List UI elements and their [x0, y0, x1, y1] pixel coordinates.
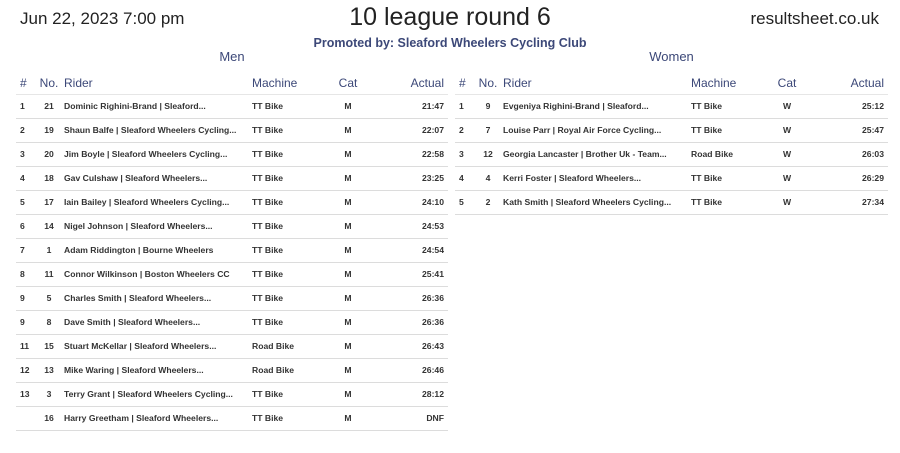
cell-cat: M: [318, 334, 378, 358]
date-time: Jun 22, 2023 7:00 pm: [20, 9, 185, 28]
cell-position: 4: [16, 166, 38, 190]
table-row: [455, 142, 888, 166]
table-row: [16, 118, 448, 142]
women-section-title: Women: [649, 49, 694, 64]
table-row: [455, 94, 888, 118]
women-header-row: [455, 69, 888, 94]
cell-machine: TT Bike: [250, 382, 318, 406]
cell-number: 9: [477, 94, 499, 118]
table-row: [16, 190, 448, 214]
col-header-actual: Actual: [378, 69, 448, 94]
cell-machine: TT Bike: [250, 142, 318, 166]
col-header-actual: Actual: [817, 69, 888, 94]
cell-cat: M: [318, 190, 378, 214]
cell-machine: TT Bike: [250, 214, 318, 238]
cell-position: [16, 406, 38, 430]
cell-position: 9: [16, 286, 38, 310]
cell-rider: Iain Bailey | Sleaford Wheelers Cycling...: [60, 190, 250, 214]
cell-position: 7: [16, 238, 38, 262]
table-row: [455, 190, 888, 214]
cell-machine: Road Bike: [689, 142, 757, 166]
col-header-machine: Machine: [689, 69, 757, 94]
cell-position: 1: [16, 94, 38, 118]
cell-cat: M: [318, 358, 378, 382]
cell-number: 5: [38, 286, 60, 310]
cell-number: 21: [38, 94, 60, 118]
cell-cat: M: [318, 238, 378, 262]
cell-number: 15: [38, 334, 60, 358]
cell-machine: TT Bike: [689, 166, 757, 190]
cell-actual: 25:12: [817, 94, 888, 118]
cell-position: 11: [16, 334, 38, 358]
cell-number: 3: [38, 382, 60, 406]
col-header-cat: Cat: [318, 69, 378, 94]
cell-actual: 25:41: [378, 262, 448, 286]
cell-position: 12: [16, 358, 38, 382]
cell-rider: Louise Parr | Royal Air Force Cycling...: [499, 118, 689, 142]
women-results-table: [455, 69, 888, 215]
cell-number: 18: [38, 166, 60, 190]
cell-actual: 25:47: [817, 118, 888, 142]
cell-actual: 23:25: [378, 166, 448, 190]
cell-number: 4: [477, 166, 499, 190]
cell-number: 16: [38, 406, 60, 430]
cell-position: 2: [455, 118, 477, 142]
table-row: [16, 262, 448, 286]
cell-cat: M: [318, 94, 378, 118]
cell-machine: TT Bike: [250, 286, 318, 310]
cell-position: 9: [16, 310, 38, 334]
cell-machine: TT Bike: [250, 190, 318, 214]
cell-number: 19: [38, 118, 60, 142]
cell-cat: M: [318, 406, 378, 430]
cell-position: 1: [455, 94, 477, 118]
cell-position: 3: [455, 142, 477, 166]
cell-number: 20: [38, 142, 60, 166]
cell-rider: Harry Greetham | Sleaford Wheelers...: [60, 406, 250, 430]
cell-position: 5: [455, 190, 477, 214]
col-header-rider: Rider: [499, 69, 689, 94]
site-name: resultsheet.co.uk: [750, 9, 879, 28]
cell-cat: M: [318, 142, 378, 166]
cell-rider: Gav Culshaw | Sleaford Wheelers...: [60, 166, 250, 190]
cell-machine: TT Bike: [689, 94, 757, 118]
cell-cat: W: [757, 166, 817, 190]
cell-machine: TT Bike: [250, 118, 318, 142]
cell-rider: Kath Smith | Sleaford Wheelers Cycling...: [499, 190, 689, 214]
cell-actual: 24:54: [378, 238, 448, 262]
men-results-table: [16, 69, 448, 431]
cell-position: 5: [16, 190, 38, 214]
cell-number: 13: [38, 358, 60, 382]
cell-cat: M: [318, 118, 378, 142]
cell-position: 4: [455, 166, 477, 190]
table-row: [16, 382, 448, 406]
cell-cat: M: [318, 286, 378, 310]
cell-position: 6: [16, 214, 38, 238]
cell-machine: TT Bike: [250, 310, 318, 334]
cell-position: 8: [16, 262, 38, 286]
table-row: [16, 94, 448, 118]
cell-position: 2: [16, 118, 38, 142]
page-title: 10 league round 6: [349, 3, 551, 31]
table-row: [16, 310, 448, 334]
cell-number: 14: [38, 214, 60, 238]
cell-position: 13: [16, 382, 38, 406]
cell-rider: Adam Riddington | Bourne Wheelers: [60, 238, 250, 262]
cell-actual: 26:43: [378, 334, 448, 358]
promoter-line: Promoted by: Sleaford Wheelers Cycling Club: [313, 36, 587, 50]
cell-machine: Road Bike: [250, 334, 318, 358]
cell-actual: 22:58: [378, 142, 448, 166]
cell-number: 2: [477, 190, 499, 214]
cell-number: 7: [477, 118, 499, 142]
table-row: [16, 166, 448, 190]
cell-number: 12: [477, 142, 499, 166]
cell-actual: 27:34: [817, 190, 888, 214]
cell-actual: 28:12: [378, 382, 448, 406]
cell-machine: TT Bike: [250, 406, 318, 430]
men-header-row: [16, 69, 448, 94]
cell-machine: TT Bike: [250, 94, 318, 118]
cell-actual: 22:07: [378, 118, 448, 142]
cell-actual: 26:29: [817, 166, 888, 190]
col-header-cat: Cat: [757, 69, 817, 94]
cell-rider: Nigel Johnson | Sleaford Wheelers...: [60, 214, 250, 238]
cell-machine: Road Bike: [250, 358, 318, 382]
table-row: [16, 238, 448, 262]
cell-actual: 26:03: [817, 142, 888, 166]
cell-rider: Mike Waring | Sleaford Wheelers...: [60, 358, 250, 382]
cell-rider: Connor Wilkinson | Boston Wheelers CC: [60, 262, 250, 286]
cell-rider: Kerri Foster | Sleaford Wheelers...: [499, 166, 689, 190]
table-row: [16, 406, 448, 430]
cell-rider: Dave Smith | Sleaford Wheelers...: [60, 310, 250, 334]
cell-cat: M: [318, 310, 378, 334]
col-header-number: No.: [477, 69, 499, 94]
table-row: [16, 214, 448, 238]
men-section-title: Men: [219, 49, 245, 64]
cell-rider: Georgia Lancaster | Brother Uk - Team...: [499, 142, 689, 166]
col-header-machine: Machine: [250, 69, 318, 94]
cell-number: 8: [38, 310, 60, 334]
col-header-position: #: [455, 69, 477, 94]
col-header-number: No.: [38, 69, 60, 94]
cell-number: 11: [38, 262, 60, 286]
cell-rider: Dominic Righini-Brand | Sleaford...: [60, 94, 250, 118]
cell-machine: TT Bike: [250, 166, 318, 190]
col-header-rider: Rider: [60, 69, 250, 94]
cell-machine: TT Bike: [689, 190, 757, 214]
cell-rider: Stuart McKellar | Sleaford Wheelers...: [60, 334, 250, 358]
cell-machine: TT Bike: [689, 118, 757, 142]
cell-cat: W: [757, 142, 817, 166]
cell-cat: M: [318, 262, 378, 286]
cell-cat: M: [318, 166, 378, 190]
cell-cat: M: [318, 214, 378, 238]
table-row: [16, 334, 448, 358]
table-row: [16, 142, 448, 166]
col-header-position: #: [16, 69, 38, 94]
cell-cat: W: [757, 118, 817, 142]
cell-position: 3: [16, 142, 38, 166]
table-row: [455, 118, 888, 142]
cell-actual: 21:47: [378, 94, 448, 118]
cell-actual: 24:53: [378, 214, 448, 238]
cell-machine: TT Bike: [250, 238, 318, 262]
cell-cat: W: [757, 94, 817, 118]
cell-number: 17: [38, 190, 60, 214]
cell-rider: Shaun Balfe | Sleaford Wheelers Cycling...: [60, 118, 250, 142]
table-row: [16, 286, 448, 310]
cell-actual: 26:46: [378, 358, 448, 382]
cell-actual: DNF: [378, 406, 448, 430]
cell-rider: Evgeniya Righini-Brand | Sleaford...: [499, 94, 689, 118]
cell-rider: Charles Smith | Sleaford Wheelers...: [60, 286, 250, 310]
cell-actual: 26:36: [378, 286, 448, 310]
cell-rider: Terry Grant | Sleaford Wheelers Cycling...: [60, 382, 250, 406]
cell-cat: M: [318, 382, 378, 406]
cell-machine: TT Bike: [250, 262, 318, 286]
cell-cat: W: [757, 190, 817, 214]
cell-actual: 24:10: [378, 190, 448, 214]
cell-number: 1: [38, 238, 60, 262]
table-row: [16, 358, 448, 382]
cell-rider: Jim Boyle | Sleaford Wheelers Cycling...: [60, 142, 250, 166]
cell-actual: 26:36: [378, 310, 448, 334]
table-row: [455, 166, 888, 190]
